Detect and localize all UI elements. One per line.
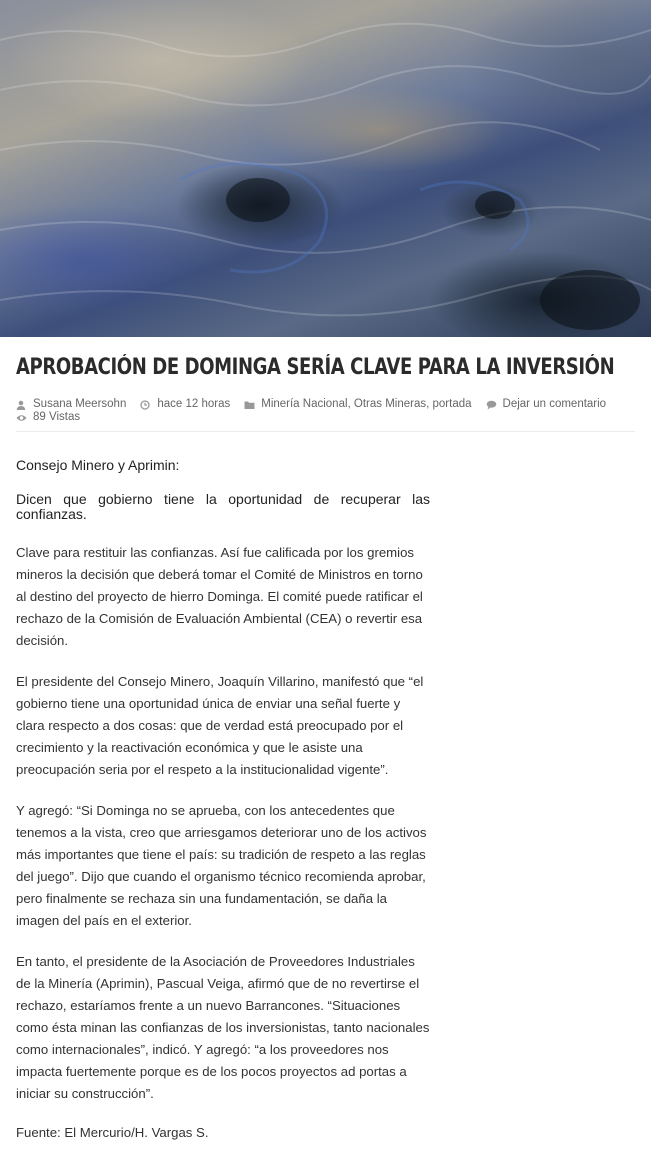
article-lead: Consejo Minero y Aprimin: xyxy=(16,457,180,473)
comment-meta xyxy=(486,398,607,411)
meta-divider xyxy=(16,431,635,432)
article-paragraph: El presidente del Consejo Minero, Joaquín Villarino, manifestó que “el gobierno tiene una oportunidad única de enviar una señal fuerte y clara respecto a dos cosas: que de verdad está preocupado por el crecimiento y la reactivación económica y que le asiste una preocupación seria por el respeto a la institucionalidad vigente”. xyxy=(16,674,424,777)
post-categories[interactable]: Minería Nacional, Otras Mineras, portada xyxy=(261,398,472,410)
time-meta xyxy=(140,398,230,411)
article-subtitle: Dicen que gobierno tiene la oportunidad de recuperar las confianzas. xyxy=(16,491,430,522)
user-icon xyxy=(16,400,26,410)
views-count: 89 Vistas xyxy=(33,411,81,423)
author-meta xyxy=(16,398,126,411)
article xyxy=(0,355,651,1140)
article-source: Fuente: El Mercurio/H. Vargas S. xyxy=(16,1125,209,1140)
eye-icon xyxy=(16,413,26,423)
folder-icon xyxy=(244,400,254,410)
hero-image xyxy=(0,0,651,337)
category-meta xyxy=(244,398,471,411)
post-time: hace 12 horas xyxy=(157,398,231,410)
comment-icon xyxy=(486,400,496,410)
clock-icon xyxy=(140,400,150,410)
views-meta xyxy=(16,411,622,424)
article-title: APROBACIÓN DE DOMINGA SERÍA CLAVE PARA LA INVERSIÓN xyxy=(16,355,615,380)
comment-link[interactable]: Dejar un comentario xyxy=(502,398,607,410)
article-paragraph: En tanto, el presidente de la Asociación de Proveedores Industriales de la Minería (Aprimin), Pascual Veiga, afirmó que de no revertirse el rechazo, estaríamos frente a un nuevo Barrancones. “Situaciones como ésta minan las confianzas de los inversionistas, tanto nacionales como internacionales”, indicó. Y agregó: “a los proveedores nos impacta fuertemente porque es de los pocos proyectos ad portas a iniciar su construcción”. xyxy=(16,954,430,1101)
oil-water-illustration xyxy=(0,0,651,337)
author-name[interactable]: Susana Meersohn xyxy=(33,398,127,410)
article-meta xyxy=(16,398,636,424)
article-paragraph: Y agregó: “Si Dominga no se aprueba, con los antecedentes que tenemos a la vista, creo que arriesgamos deteriorar uno de los activos más importantes que tiene el país: su tradición de respeto a las reglas del juego”. Dijo que cuando el organismo técnico recomienda aprobar, pero finalmente se rechaza sin una fundamentación, se daña la imagen del país en el exterior. xyxy=(16,803,427,928)
article-paragraph: Clave para restituir las confianzas. Así fue calificada por los gremios mineros la decisión que deberá tomar el Comité de Ministros en torno al destino del proyecto de hierro Dominga. El comité puede ratificar el rechazo de la Comisión de Evaluación Ambiental (CEA) o revertir esa decisión. xyxy=(16,545,423,648)
